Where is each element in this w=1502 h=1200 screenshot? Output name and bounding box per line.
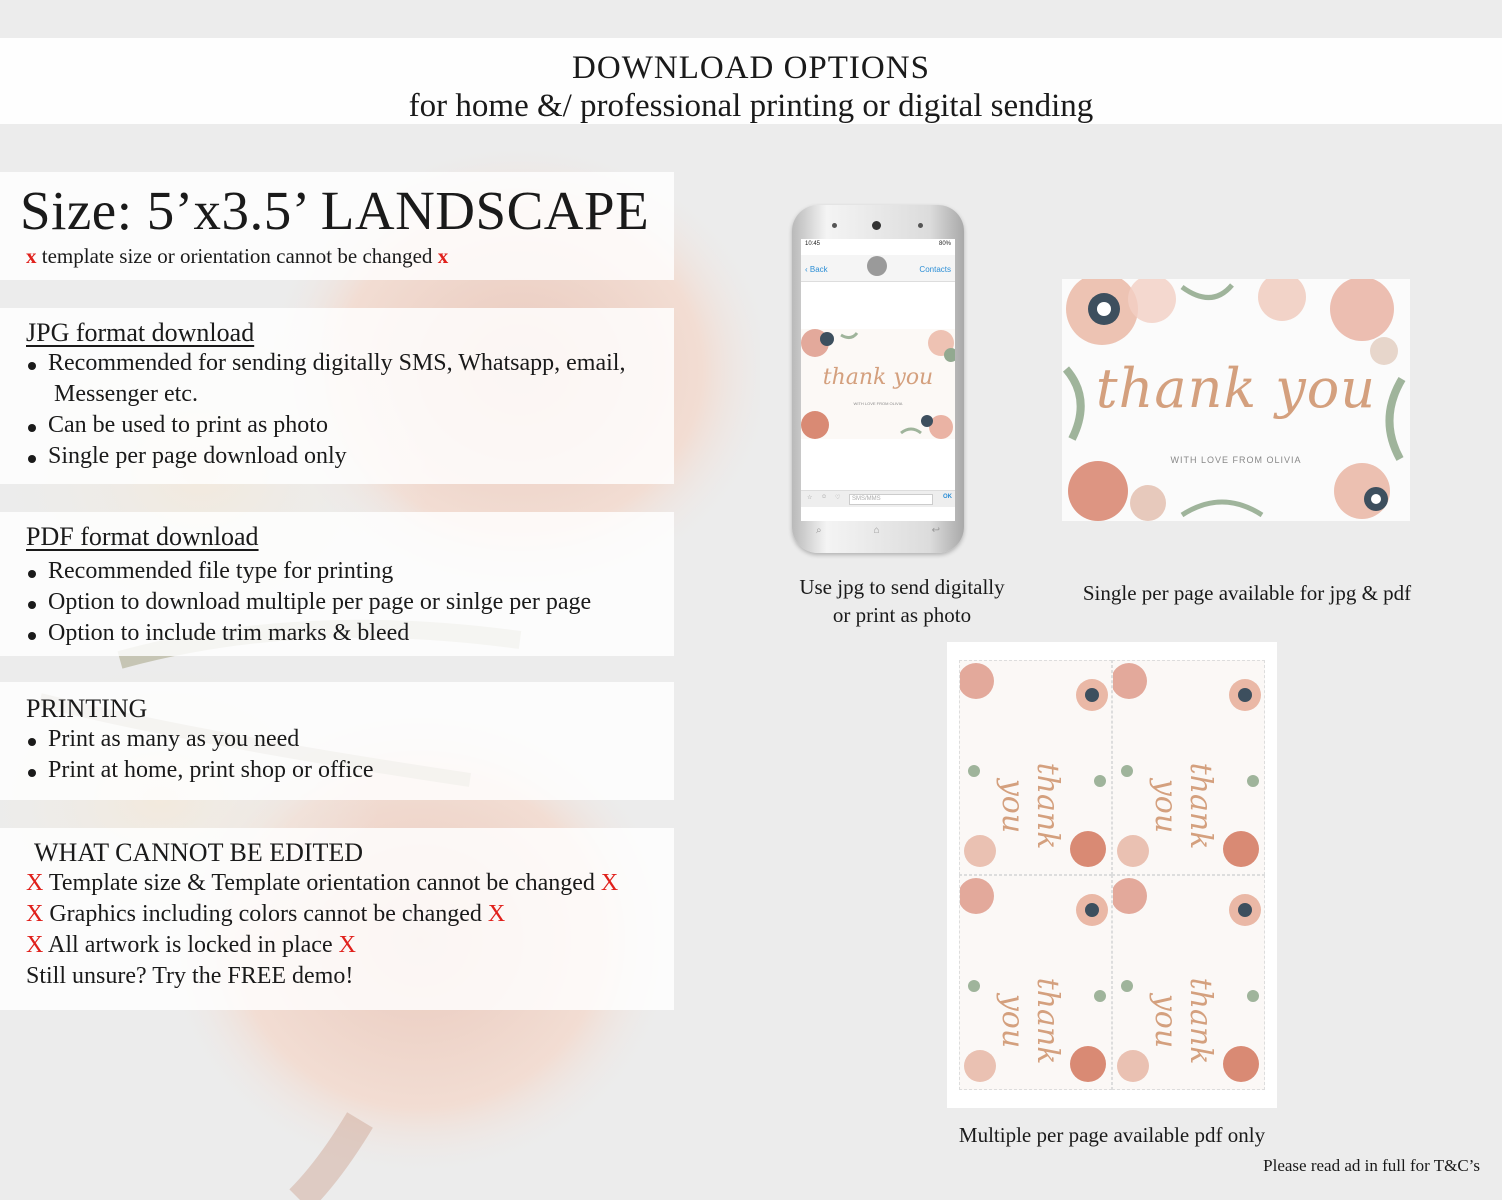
red-x-icon: X — [487, 901, 506, 927]
red-x-icon: X — [26, 870, 44, 896]
size-panel — [0, 172, 674, 280]
free-demo-text: Still unsure? Try the FREE demo! — [26, 963, 354, 989]
size-title: Size: 5’x3.5’ LANDSCAPE — [20, 180, 650, 241]
cannot-edit-text: Template size & Template orientation cannot be changed — [48, 870, 595, 896]
multi-sheet-image — [947, 642, 1277, 1108]
list-item: Print as many as you need — [26, 724, 374, 755]
multi-card-script: thank you — [1148, 977, 1218, 1065]
phone-nav-bar — [801, 255, 955, 282]
cannot-edit-text: Graphics including colors cannot be changed — [49, 901, 482, 927]
return-icon[interactable]: ↩ — [931, 525, 940, 536]
phone-sensor-icon — [918, 223, 923, 228]
phone-message-bar — [801, 490, 955, 507]
phone-status-bar — [801, 239, 955, 255]
header-title: DOWNLOAD OPTIONS — [572, 50, 930, 86]
list-item: Print at home, print shop or office — [26, 755, 374, 786]
cannot-edit-line — [26, 868, 618, 899]
single-caption: Single per page available for jpg & pdf — [1082, 581, 1412, 605]
floral-background-image — [0, 140, 760, 1200]
multi-card — [959, 875, 1112, 1090]
jpg-panel — [0, 308, 674, 484]
home-icon[interactable]: ⌂ — [873, 525, 880, 536]
phone-battery: 80% — [938, 241, 951, 247]
phone-caption-line1: Use jpg to send digitally — [799, 575, 1005, 599]
phone-time: 10:45 — [805, 241, 821, 247]
pdf-title: PDF format download — [26, 522, 259, 551]
list-item: Option to include trim marks & bleed — [26, 618, 591, 649]
heart-icon[interactable]: ♡ — [835, 495, 841, 501]
list-item: Recommended for sending digitally SMS, Whatsapp, email, — [26, 348, 625, 379]
multi-card-script: thank you — [995, 977, 1065, 1065]
list-item: Recommended file type for printing — [26, 556, 591, 587]
phone-card-small: WITH LOVE FROM OLIVIA — [853, 401, 903, 406]
size-note-text: template size or orientation cannot be changed — [41, 244, 433, 268]
contacts-button[interactable]: Contacts — [919, 265, 951, 274]
red-x-icon: X — [338, 932, 356, 958]
back-button[interactable]: ‹ Back — [805, 265, 828, 274]
cannot-edit-panel — [0, 828, 674, 1010]
printing-panel — [0, 682, 674, 800]
size-note — [26, 244, 448, 269]
phone-caption-line2: or print as photo — [832, 603, 972, 627]
multi-card — [1112, 660, 1265, 875]
header-banner — [0, 38, 1502, 124]
phone-caption — [772, 573, 1032, 629]
avatar-icon — [867, 256, 887, 276]
cannot-edit-line — [26, 899, 618, 930]
phone-sensor-icon — [832, 223, 837, 228]
multi-card-script: thank you — [995, 762, 1065, 850]
list-item: Single per page download only — [26, 441, 625, 472]
list-item: Option to download multiple per page or sinlge per page — [26, 587, 591, 618]
cannot-edit-section — [26, 838, 618, 992]
camera-icon[interactable]: ☆ — [807, 495, 813, 501]
phone-card-script: thank you — [822, 365, 934, 390]
cannot-edit-title: WHAT CANNOT BE EDITED — [34, 838, 364, 867]
multi-card-script: thank you — [1148, 762, 1218, 850]
multiple-caption: Multiple per page available pdf only — [958, 1123, 1266, 1147]
red-x-icon: x — [26, 244, 37, 268]
header-subtitle: for home &/ professional printing or digital sending — [408, 88, 1094, 124]
pdf-section — [26, 522, 591, 649]
pdf-panel — [0, 512, 674, 656]
printing-section — [26, 694, 374, 786]
phone-home-bar — [816, 525, 940, 537]
jpg-section — [26, 318, 625, 472]
red-x-icon: X — [26, 901, 44, 927]
footer-note: Please read ad in full for T&C’s — [1263, 1156, 1480, 1175]
phone-camera-icon — [872, 221, 881, 230]
red-x-icon: x — [437, 244, 449, 268]
cannot-edit-line — [26, 930, 618, 961]
sticker-icon[interactable]: ☺ — [821, 494, 828, 500]
multi-card-grid — [959, 660, 1265, 1090]
multi-card — [959, 660, 1112, 875]
send-ok-button[interactable]: OK — [943, 494, 952, 500]
list-item: Can be used to print as photo — [26, 410, 625, 441]
single-card-subline: WITH LOVE FROM OLIVIA — [1170, 455, 1302, 465]
phone-mockup — [792, 205, 964, 553]
red-x-icon: X — [26, 932, 44, 958]
printing-title: PRINTING — [26, 694, 148, 723]
search-icon[interactable]: ⌕ — [816, 525, 822, 536]
list-item-continuation: Messenger etc. — [54, 381, 198, 407]
phone-card-image — [801, 329, 955, 439]
cannot-edit-text: All artwork is locked in place — [48, 932, 333, 958]
phone-screen — [801, 239, 955, 521]
red-x-icon: X — [600, 870, 619, 896]
message-input[interactable]: SMS/MMS — [849, 494, 933, 505]
single-card-image — [1062, 279, 1410, 521]
jpg-title: JPG format download — [26, 318, 255, 347]
single-card-script: thank you — [1095, 357, 1377, 420]
back-label: Back — [809, 265, 828, 274]
multi-card — [1112, 875, 1265, 1090]
